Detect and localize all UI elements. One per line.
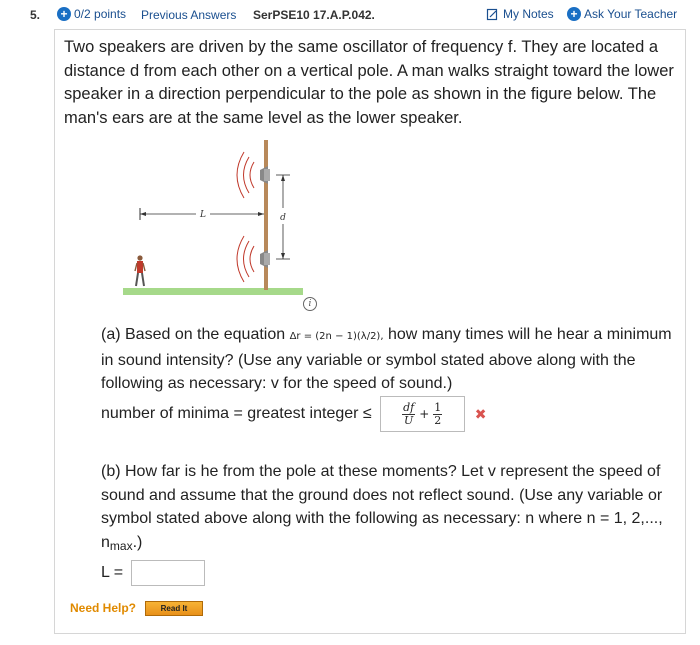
part-a-equation: Δr = (2n − 1)(λ/2), xyxy=(289,331,384,342)
ask-teacher-button[interactable] xyxy=(567,7,677,21)
l-input[interactable] xyxy=(131,560,205,586)
speaker-pole-figure xyxy=(118,140,318,312)
part-b-text: (b) How far is he from the pole at these moments? Let v represent the speed of sound and assume that the ground does not reflect sound. (Use any variable or symbol stated above along with the following as necessary: n where n = 1, 2,..., n xyxy=(101,463,663,551)
ground xyxy=(123,288,303,295)
label-L: L xyxy=(200,210,206,220)
part-a-answer-input[interactable] xyxy=(380,396,465,432)
need-help-label: Need Help? xyxy=(70,601,137,615)
part-a-text-after: how many times will he hear a minimum in sound intensity? (Use any variable or symbol stated above along with the following as necessary: v for the speed of sound.) xyxy=(101,326,672,392)
man-figure-icon xyxy=(135,255,145,286)
ask-teacher-label: Ask Your Teacher xyxy=(584,7,678,21)
question-number: 5. xyxy=(30,8,41,22)
part-a-question xyxy=(101,323,681,396)
part-b-subscript: max xyxy=(109,538,133,553)
answer-fraction-1 xyxy=(402,402,415,427)
previous-answers-link[interactable]: Previous Answers xyxy=(141,8,237,22)
part-a-text-before: (a) Based on the equation xyxy=(101,326,286,343)
my-notes-button[interactable] xyxy=(486,7,554,21)
read-it-button[interactable]: Read It xyxy=(145,601,203,616)
part-a-answer-row xyxy=(101,396,486,432)
answer-plus: + xyxy=(419,407,430,421)
problem-statement: Two speakers are driven by the same oscillator of frequency f. They are located a distance d from each other on a vertical pole. A man walks straight toward the lower speaker in a direction perpendicular to the pole as shown in the figure below. The man's ears are at the same level as the lower speaker. xyxy=(64,38,674,127)
points-indicator[interactable] xyxy=(57,7,126,21)
question-header xyxy=(54,0,686,30)
part-b-answer-row xyxy=(101,560,205,586)
plus-circle-icon: + xyxy=(567,7,581,21)
part-b-text-end: .) xyxy=(132,533,143,551)
question-code: SerPSE10 17.A.P.042. xyxy=(253,8,375,22)
points-label: 0/2 points xyxy=(74,7,127,21)
notes-icon xyxy=(486,8,499,21)
my-notes-label: My Notes xyxy=(503,7,554,21)
l-input-label: L = xyxy=(101,564,124,581)
fraction-1-numerator: df xyxy=(403,400,415,414)
plus-circle-icon: + xyxy=(57,7,71,21)
incorrect-icon: ✖ xyxy=(474,405,487,422)
label-d: d xyxy=(280,213,286,223)
part-b-question xyxy=(101,460,681,558)
minima-label: number of minima = greatest integer ≤ xyxy=(101,405,372,422)
fraction-2-denominator: 2 xyxy=(434,413,442,427)
distance-L-arrow xyxy=(140,208,264,220)
answer-fraction-2 xyxy=(433,402,442,427)
fraction-2-numerator: 1 xyxy=(434,400,442,414)
info-icon[interactable]: i xyxy=(303,297,317,311)
distance-d-arrow xyxy=(276,175,290,259)
fraction-1-denominator: U xyxy=(404,413,414,427)
